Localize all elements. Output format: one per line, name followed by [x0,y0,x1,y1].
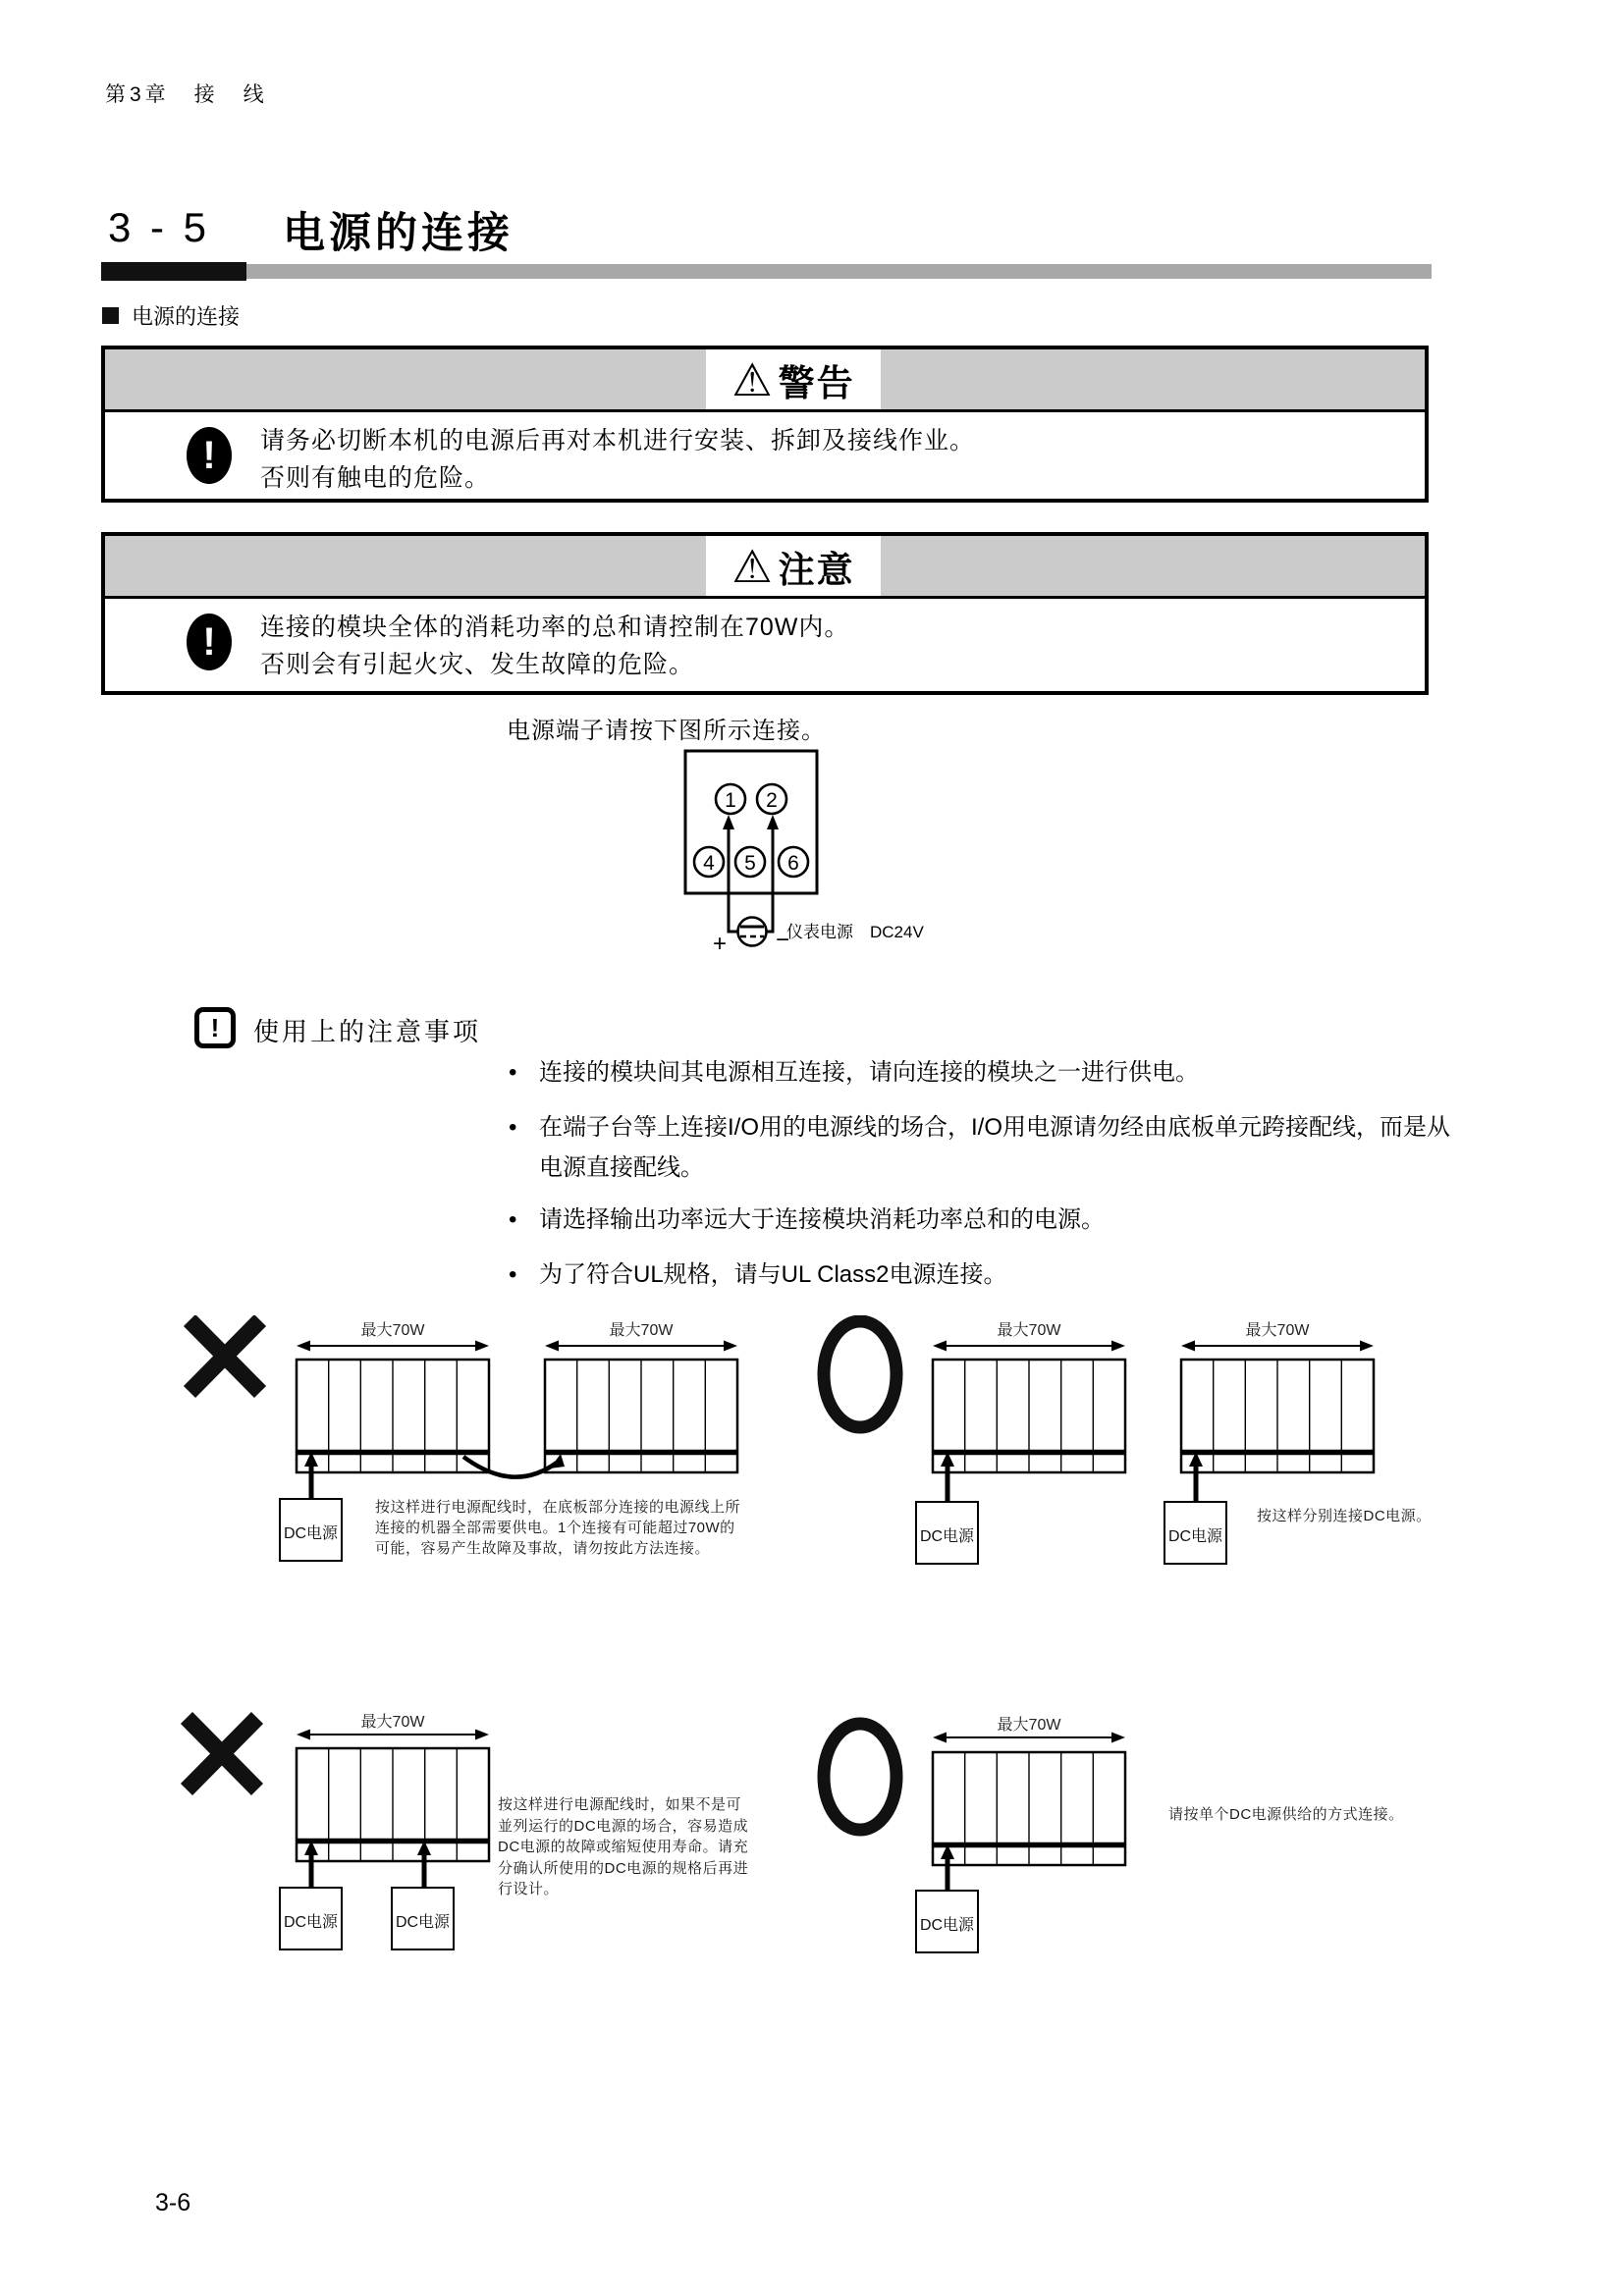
warning-label-text: 警告 [778,362,855,403]
module-rack [933,1752,1125,1865]
dc-power-label: DC电源 [395,1914,451,1931]
terminal-wiring-diagram [628,726,1041,972]
chapter-header: 第3章 接 线 [105,83,268,106]
wire-arrowhead [767,815,779,829]
section-number: 3 - 5 [108,204,211,250]
warning-triangle-icon: ⚠ [731,353,775,405]
wire-arrowhead [723,815,734,829]
diagram-caption-good-1: 按这样分别连接DC电源。 [1257,1508,1432,1524]
title-rule-black [101,262,246,281]
warning-label [706,349,880,409]
wiring-example-row-1 [147,1315,1443,1600]
exclamation-icon: ! [187,614,232,670]
caution-text [260,609,849,683]
bullet-text: 请选择输出功率远大于连接模块消耗功率总和的电源。 [539,1206,1105,1233]
caution-box-header [105,536,1425,599]
list-item [509,1107,1456,1188]
max-power-label: 最大70W [997,1322,1061,1339]
dc-power-label: DC电源 [919,1917,975,1934]
wiring-example-row-2 [147,1706,1443,1961]
caption-line: 可能，容易产生故障及事故，请勿按此方法连接。 [375,1540,711,1557]
power-wires [729,827,773,932]
module-rack [545,1360,737,1472]
warning-line: 否则有触电的危险。 [260,464,491,492]
subsection-heading [102,300,240,331]
caution-label-text: 注意 [778,549,855,590]
caption-line: 按这样进行电源配线时，如果不是可 [498,1796,742,1813]
warning-box-header [105,349,1425,412]
exclamation-icon: ! [187,427,232,484]
width-dimension-arrow [1181,1341,1374,1352]
module-rack [297,1360,489,1472]
terminal-number: 5 [744,852,756,875]
usage-notes-title: 使用上的注意事项 [253,1017,482,1046]
terminal-numbers [703,789,799,875]
bullet-text: 连接的模块间其电源相互连接，请向连接的模块之一进行供电。 [539,1059,1199,1086]
max-power-label: 最大70W [609,1322,674,1339]
caution-box-body [105,599,1425,683]
width-dimension-arrow [545,1341,737,1352]
plus-sign: + [712,931,728,957]
caption-line: 按这样进行电源配线时，在底板部分连接的电源线上所 [375,1499,741,1516]
cross-mark-icon [189,1320,260,1392]
page-title: 电源的连接 [283,210,514,257]
page-number: 3-6 [155,2189,191,2216]
warning-box [101,346,1429,503]
module-rack [297,1748,489,1861]
diagram-caption-bad-1 [375,1497,740,1559]
warning-triangle-icon: ⚠ [731,540,775,592]
terminal-intro-text: 电源端子请按下图所示连接。 [507,718,826,744]
circle-mark-icon [824,1321,896,1427]
dc-power-label: DC电源 [1167,1528,1223,1545]
module-rack [1181,1360,1374,1472]
subsection-title: 电源的连接 [132,304,241,329]
bullet-icon: • [509,1059,517,1086]
terminal-number: 2 [766,789,778,812]
width-dimension-arrow [297,1341,489,1352]
max-power-label: 最大70W [1245,1322,1310,1339]
list-item [509,1052,1456,1093]
bullet-icon: • [509,1206,517,1233]
warning-line: 请务必切断本机的电源后再对本机进行安装、拆卸及接线作业。 [260,427,976,454]
cross-mark-icon [187,1718,257,1789]
max-power-label: 最大70W [360,1714,425,1731]
width-dimension-arrow [297,1730,489,1740]
caption-line: DC电源的故障或缩短使用寿命。请充 [498,1839,749,1855]
caution-box [101,532,1429,695]
terminal-number: 1 [725,789,736,812]
diagram-caption-good-2: 请按单个DC电源供给的方式连接。 [1168,1806,1404,1823]
circle-mark-icon [824,1724,896,1830]
terminal-number: 6 [787,852,799,875]
caption-line: 连接的机器全部需要供电。1个连接有可能超过70W的 [375,1520,735,1536]
terminal-number: 4 [703,852,715,875]
bullet-icon: • [509,1114,517,1141]
dc-power-label: DC电源 [283,1525,339,1542]
module-rack [933,1360,1125,1472]
bullet-icon: • [509,1261,517,1288]
list-item [509,1255,1456,1295]
diagram-caption-bad-2 [498,1794,748,1900]
width-dimension-arrow [933,1733,1125,1743]
caption-line: 行设计。 [498,1881,560,1897]
square-bullet-icon [102,307,119,324]
width-dimension-arrow [933,1341,1125,1352]
max-power-label: 最大70W [360,1322,425,1339]
dc-power-label: DC电源 [283,1914,339,1931]
bullet-text: 在端子台等上连接I/O用的电源线的场合，I/O用电源请勿经由底板单元跨接配线，而是从电源直接配线。 [539,1114,1451,1181]
bullet-text: 为了符合UL规格，请与UL Class2电源连接。 [539,1261,1007,1288]
minus-sign: − [775,927,790,953]
caution-label [706,536,880,596]
max-power-label: 最大70W [997,1717,1061,1734]
caution-line: 连接的模块全体的消耗功率的总和请控制在70W内。 [260,614,850,641]
dc-power-label: DC电源 [919,1528,975,1545]
caution-line: 否则会有引起火灾、发生故障的危险。 [260,651,695,678]
caption-line: 分确认所使用的DC电源的规格后再进 [498,1859,749,1877]
power-source-icon [738,918,767,946]
caption-line: 並列运行的DC电源的场合，容易造成 [498,1817,749,1835]
warning-text [260,422,975,497]
list-item [509,1200,1456,1240]
warning-box-body [105,412,1425,497]
title-rule-gray [246,264,1432,279]
power-supply-label: 仪表电源 DC24V [786,923,924,941]
note-icon: ! [194,1007,236,1048]
